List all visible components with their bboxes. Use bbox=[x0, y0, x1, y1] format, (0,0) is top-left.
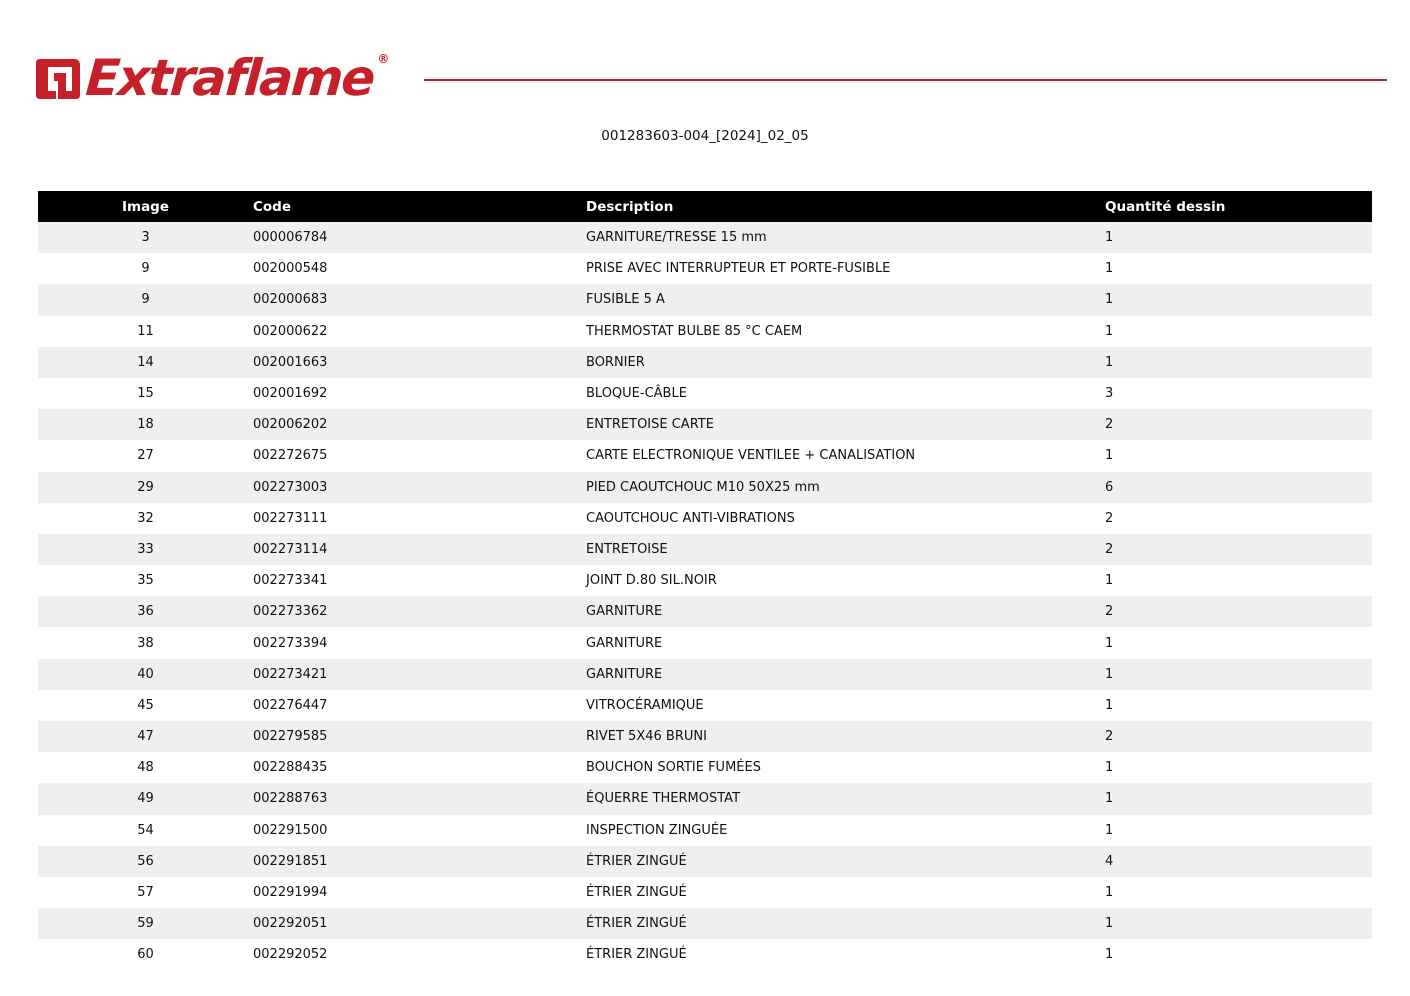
cell-quantity: 2 bbox=[1105, 541, 1114, 557]
cell-description: ENTRETOISE bbox=[586, 541, 668, 557]
column-header-quantity: Quantité dessin bbox=[1105, 191, 1372, 222]
cell-quantity: 1 bbox=[1105, 916, 1114, 932]
cell-quantity: 1 bbox=[1105, 261, 1114, 277]
table-row bbox=[38, 908, 1372, 939]
cell-code: 002272675 bbox=[253, 448, 328, 464]
table-row bbox=[38, 347, 1372, 378]
cell-description: CAOUTCHOUC ANTI-VIBRATIONS bbox=[586, 510, 795, 526]
cell-code: 002273111 bbox=[253, 510, 328, 526]
cell-code: 002273341 bbox=[253, 573, 328, 589]
table-row bbox=[38, 752, 1372, 783]
cell-quantity: 1 bbox=[1105, 885, 1114, 901]
table-row bbox=[38, 721, 1372, 752]
cell-image: 3 bbox=[141, 230, 150, 246]
cell-description: ENTRETOISE CARTE bbox=[586, 417, 714, 433]
header-rule bbox=[424, 79, 1387, 81]
cell-code: 002291851 bbox=[253, 853, 328, 869]
cell-code: 002000683 bbox=[253, 292, 328, 308]
cell-image: 60 bbox=[137, 947, 154, 963]
cell-code: 002000622 bbox=[253, 323, 328, 339]
cell-description: JOINT D.80 SIL.NOIR bbox=[586, 573, 717, 589]
cell-description: FUSIBLE 5 A bbox=[586, 292, 665, 308]
cell-quantity: 1 bbox=[1105, 292, 1114, 308]
cell-quantity: 2 bbox=[1105, 604, 1114, 620]
cell-image: 57 bbox=[137, 885, 154, 901]
registered-mark: ® bbox=[377, 52, 390, 66]
cell-image: 32 bbox=[137, 510, 154, 526]
cell-image: 27 bbox=[137, 448, 154, 464]
cell-quantity: 1 bbox=[1105, 448, 1114, 464]
cell-quantity: 2 bbox=[1105, 510, 1114, 526]
cell-image: 48 bbox=[137, 760, 154, 776]
column-header-code: Code bbox=[253, 191, 586, 222]
cell-image: 14 bbox=[137, 354, 154, 370]
table-row bbox=[38, 284, 1372, 315]
cell-quantity: 1 bbox=[1105, 573, 1114, 589]
table-row bbox=[38, 939, 1372, 970]
cell-quantity: 1 bbox=[1105, 822, 1114, 838]
table-row bbox=[38, 378, 1372, 409]
cell-description: BOUCHON SORTIE FUMÉES bbox=[586, 760, 761, 776]
cell-description: ÉTRIER ZINGUÉ bbox=[586, 947, 687, 963]
cell-image: 54 bbox=[137, 822, 154, 838]
cell-image: 36 bbox=[137, 604, 154, 620]
cell-quantity: 1 bbox=[1105, 697, 1114, 713]
cell-image: 9 bbox=[141, 261, 150, 277]
cell-image: 45 bbox=[137, 697, 154, 713]
cell-image: 29 bbox=[137, 479, 154, 495]
cell-image: 15 bbox=[137, 386, 154, 402]
cell-image: 18 bbox=[137, 417, 154, 433]
cell-image: 47 bbox=[137, 729, 154, 745]
cell-code: 000006784 bbox=[253, 230, 328, 246]
cell-description: VITROCÉRAMIQUE bbox=[586, 697, 704, 713]
cell-quantity: 1 bbox=[1105, 666, 1114, 682]
cell-image: 11 bbox=[137, 323, 154, 339]
column-header-description: Description bbox=[586, 191, 1105, 222]
cell-quantity: 2 bbox=[1105, 729, 1114, 745]
cell-quantity: 1 bbox=[1105, 230, 1114, 246]
cell-description: GARNITURE/TRESSE 15 mm bbox=[586, 230, 767, 246]
cell-description: BORNIER bbox=[586, 354, 645, 370]
cell-quantity: 1 bbox=[1105, 760, 1114, 776]
cell-code: 002288435 bbox=[253, 760, 328, 776]
cell-quantity: 1 bbox=[1105, 323, 1114, 339]
cell-description: CARTE ELECTRONIQUE VENTILEE + CANALISATION bbox=[586, 448, 916, 464]
table-row bbox=[38, 472, 1372, 503]
cell-quantity: 1 bbox=[1105, 354, 1114, 370]
table-row bbox=[38, 783, 1372, 814]
cell-image: 33 bbox=[137, 541, 154, 557]
cell-description: THERMOSTAT BULBE 85 °C CAEM bbox=[586, 323, 803, 339]
table-row bbox=[38, 877, 1372, 908]
cell-description: ÉTRIER ZINGUÉ bbox=[586, 916, 687, 932]
cell-image: 9 bbox=[141, 292, 150, 308]
table-row bbox=[38, 596, 1372, 627]
cell-quantity: 6 bbox=[1105, 479, 1114, 495]
cell-image: 35 bbox=[137, 573, 154, 589]
cell-code: 002291994 bbox=[253, 885, 328, 901]
cell-code: 002292051 bbox=[253, 916, 328, 932]
table-row bbox=[38, 409, 1372, 440]
cell-description: GARNITURE bbox=[586, 666, 663, 682]
cell-description: ÉTRIER ZINGUÉ bbox=[586, 885, 687, 901]
cell-code: 002288763 bbox=[253, 791, 328, 807]
cell-code: 002006202 bbox=[253, 417, 328, 433]
cell-quantity: 3 bbox=[1105, 386, 1114, 402]
cell-code: 002273421 bbox=[253, 666, 328, 682]
cell-quantity: 2 bbox=[1105, 417, 1114, 433]
cell-description: GARNITURE bbox=[586, 635, 663, 651]
table-row bbox=[38, 627, 1372, 658]
cell-description: PIED CAOUTCHOUC M10 50X25 mm bbox=[586, 479, 820, 495]
table-row bbox=[38, 565, 1372, 596]
table-row bbox=[38, 846, 1372, 877]
cell-quantity: 4 bbox=[1105, 853, 1114, 869]
extraflame-logo-icon bbox=[34, 55, 82, 101]
cell-quantity: 1 bbox=[1105, 947, 1114, 963]
table-row bbox=[38, 690, 1372, 721]
brand-name: Extraflame bbox=[83, 49, 376, 107]
document-reference: 001283603-004_[2024]_02_05 bbox=[601, 128, 809, 144]
parts-table bbox=[38, 191, 1372, 971]
cell-image: 49 bbox=[137, 791, 154, 807]
cell-description: BLOQUE-CÂBLE bbox=[586, 386, 687, 402]
table-row bbox=[38, 222, 1372, 253]
cell-code: 002001663 bbox=[253, 354, 328, 370]
cell-image: 40 bbox=[137, 666, 154, 682]
cell-code: 002292052 bbox=[253, 947, 328, 963]
cell-description: RIVET 5X46 BRUNI bbox=[586, 729, 707, 745]
column-header-image: Image bbox=[38, 191, 253, 222]
table-row bbox=[38, 316, 1372, 347]
table-row bbox=[38, 440, 1372, 471]
cell-code: 002291500 bbox=[253, 822, 328, 838]
cell-code: 002273003 bbox=[253, 479, 328, 495]
cell-code: 002279585 bbox=[253, 729, 328, 745]
cell-image: 56 bbox=[137, 853, 154, 869]
cell-description: INSPECTION ZINGUÉE bbox=[586, 822, 728, 838]
cell-code: 002273114 bbox=[253, 541, 328, 557]
cell-quantity: 1 bbox=[1105, 635, 1114, 651]
table-header-row bbox=[38, 191, 1372, 222]
cell-code: 002273394 bbox=[253, 635, 328, 651]
brand-logo bbox=[34, 49, 390, 107]
table-row bbox=[38, 534, 1372, 565]
cell-description: PRISE AVEC INTERRUPTEUR ET PORTE-FUSIBLE bbox=[586, 261, 891, 277]
table-row bbox=[38, 815, 1372, 846]
table-row bbox=[38, 659, 1372, 690]
cell-code: 002000548 bbox=[253, 261, 328, 277]
cell-description: ÉQUERRE THERMOSTAT bbox=[586, 791, 741, 807]
cell-code: 002273362 bbox=[253, 604, 328, 620]
cell-code: 002276447 bbox=[253, 697, 328, 713]
cell-image: 59 bbox=[137, 916, 154, 932]
cell-description: GARNITURE bbox=[586, 604, 663, 620]
cell-code: 002001692 bbox=[253, 386, 328, 402]
cell-image: 38 bbox=[137, 635, 154, 651]
table-row bbox=[38, 253, 1372, 284]
cell-description: ÉTRIER ZINGUÉ bbox=[586, 853, 687, 869]
cell-quantity: 1 bbox=[1105, 791, 1114, 807]
table-row bbox=[38, 503, 1372, 534]
